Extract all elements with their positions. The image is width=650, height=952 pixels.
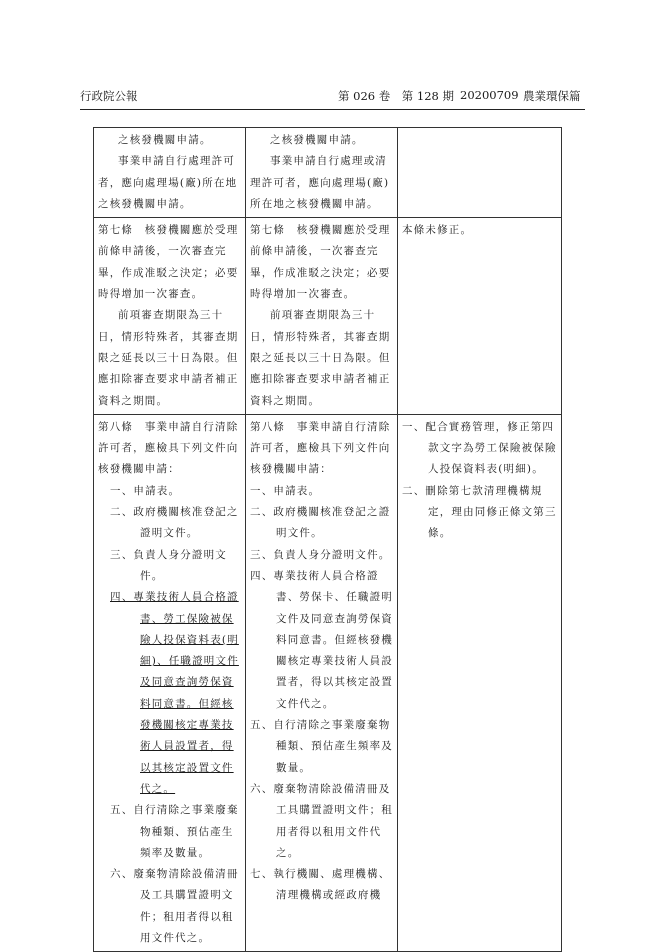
list-item: 五、自行清除之事業廢棄物種類、預估產生頻率及數量。	[110, 804, 239, 859]
explanation-cell	[398, 414, 562, 951]
paragraph: 前項審查期限為三十日，情形特殊者，其審查期限之延長以三十日為限。但應扣除審查要求申請者補正資料之期間。	[98, 309, 239, 407]
article-paragraph: 第七條 核發機關應於受理前條申請後，一次審查完畢，作成准駁之決定；必要時得增加一次審查。	[250, 224, 391, 301]
explanation-item: 二、刪除第七款清理機構規定，理由同修正條文第三條。	[402, 484, 557, 540]
original-text-cell	[246, 414, 398, 951]
table-row	[94, 218, 562, 415]
explanation-cell	[398, 218, 562, 415]
table-row	[94, 128, 562, 218]
original-text-cell	[246, 128, 398, 218]
list-item: 四、專業技術人員合格證書、勞工保險被保險人投保資料表(明細)、任職證明文件及同意查詢勞保資料同意書。但經核發機關核定專業技術人員設置者，得以其核定設置文件代之。	[110, 591, 239, 795]
paragraph: 事業申請自行處理或清理許可者，應向處理場(廠)所在地之核發機關申請。	[250, 155, 390, 210]
paragraph: 前項審查期限為三十日，情形特殊者，其審查期限之延長以三十日為限。但應扣除審查要求申請者補正資料之期間。	[250, 309, 391, 407]
explanation-item: 一、配合實務管理，修正第四款文字為勞工保險被保險人投保資料表(明細)。	[402, 420, 557, 476]
list-item: 二、政府機關核准登記之證明文件。	[250, 506, 391, 540]
explanation-cell	[398, 128, 562, 218]
list-item: 一、申請表。	[250, 484, 321, 497]
amended-text-cell	[94, 218, 246, 415]
list-item: 三、負責人身分證明文件。	[110, 548, 227, 582]
list-item: 七、執行機關、處理機構、清理機構或經政府機	[250, 868, 391, 902]
issue-date: 20200709	[460, 88, 519, 102]
article-paragraph: 第八條 事業申請自行清除許可者，應檢具下列文件向核發機關申請：	[98, 420, 239, 476]
list-item: 六、廢棄物清除設備清冊及工具購置證明文件；租用者得以租用文件代之。	[250, 782, 393, 859]
list-item: 三、負責人身分證明文件。	[250, 548, 391, 561]
section-category: 農業環保篇	[523, 89, 581, 103]
original-text-cell	[246, 218, 398, 415]
list-item: 一、申請表。	[110, 484, 181, 497]
comparison-table	[93, 127, 562, 952]
article-paragraph: 第七條 核發機關應於受理前條申請後，一次審查完畢，作成准駁之決定；必要時得增加一次審查。	[98, 224, 239, 301]
explanation-text: 本條未修正。	[402, 224, 473, 237]
list-item: 四、專業技術人員合格證書、勞保卡、任職證明文件及同意查詢勞保資料同意書。但經核發機關核定專業技術人員設置者，得以其核定設置文件代之。	[250, 569, 393, 710]
table-row	[94, 414, 562, 951]
paragraph: 之核發機關申請。	[118, 134, 212, 146]
paragraph: 之核發機關申請。	[270, 134, 364, 146]
paragraph: 事業申請自行處理許可者，應向處理場(廠)所在地之核發機關申請。	[98, 155, 238, 210]
list-item: 二、政府機關核准登記之證明文件。	[110, 506, 239, 540]
article-paragraph: 第八條 事業申請自行清除許可者，應檢具下列文件向核發機關申請：	[250, 420, 391, 476]
amended-text-cell	[94, 414, 246, 951]
list-item: 五、自行清除之事業廢棄物種類、預估產生頻率及數量。	[250, 719, 393, 774]
page-header	[80, 88, 585, 108]
issue-number: 第 026 卷 第 128 期	[338, 89, 455, 103]
header-rule	[80, 109, 585, 110]
list-item: 六、廢棄物清除設備清冊及工具購置證明文件；租用者得以租用文件代之。	[110, 868, 239, 944]
publication-name: 行政院公報	[80, 89, 138, 103]
amended-text-cell	[94, 128, 246, 218]
